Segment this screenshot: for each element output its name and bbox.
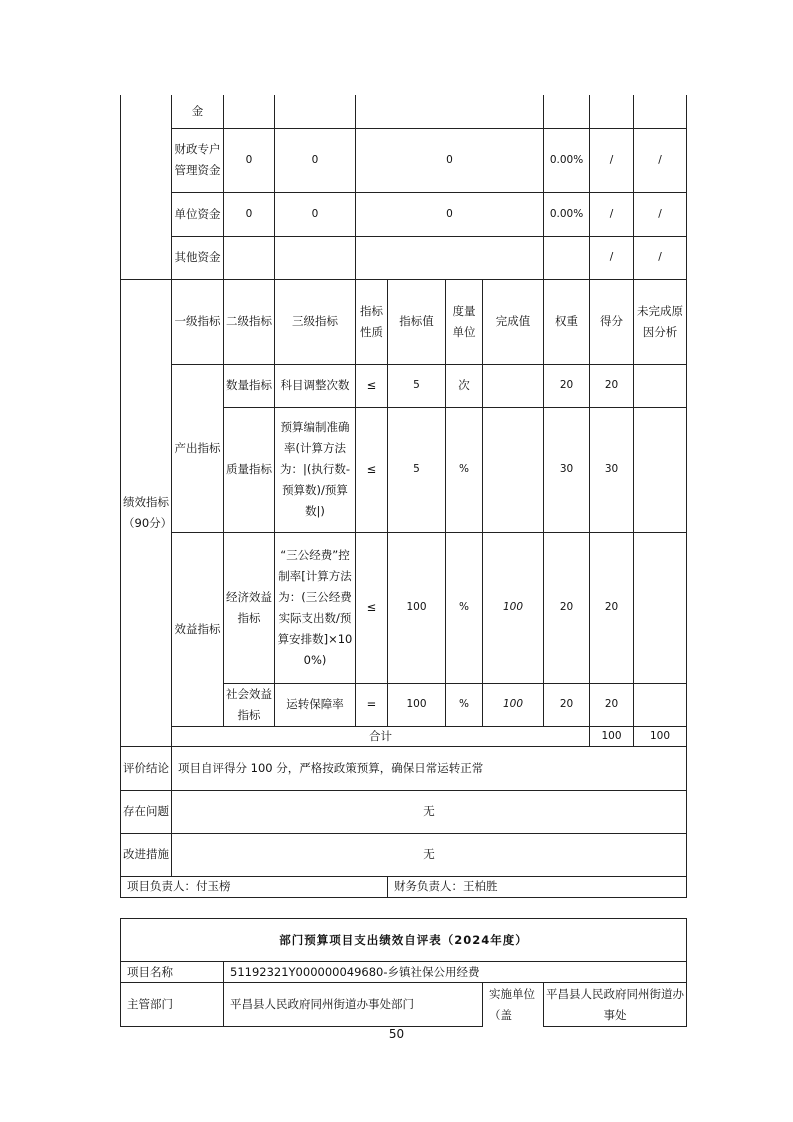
weight: 20: [544, 532, 590, 683]
level3-label: 运转保障率: [275, 683, 356, 726]
weight: 30: [544, 407, 590, 532]
indicator-section-label: 绩效指标（90分）: [121, 279, 172, 746]
performance-table: [120, 95, 687, 898]
completed-value: 100: [483, 683, 544, 726]
weight: 20: [544, 683, 590, 726]
unit: %: [446, 683, 483, 726]
fund-value: [275, 236, 356, 279]
table-title: 部门预算项目支出绩效自评表（2024年度）: [121, 919, 687, 962]
fund-row: [121, 192, 687, 236]
nature: ≤: [356, 532, 388, 683]
fund-name: 其他资金: [172, 236, 224, 279]
header-score: 得分: [590, 279, 634, 364]
dept-label: 主管部门: [121, 983, 224, 1027]
completed-value: [483, 407, 544, 532]
fund-value: [544, 236, 590, 279]
fund-value: [590, 95, 634, 128]
header-level1: 一级指标: [172, 279, 224, 364]
conclusion-row: [121, 746, 687, 790]
weight: 20: [544, 364, 590, 407]
fund-row: [121, 128, 687, 192]
fund-row: [121, 95, 687, 128]
fund-row: [121, 236, 687, 279]
completed-value: 100: [483, 532, 544, 683]
total-score: 100: [634, 726, 687, 746]
fund-value: [275, 95, 356, 128]
header-value: 指标值: [388, 279, 446, 364]
fund-value: [224, 236, 275, 279]
fund-value: 0: [275, 128, 356, 192]
self-evaluation-table: [120, 918, 687, 1027]
fund-value: [224, 95, 275, 128]
fund-value: 0: [275, 192, 356, 236]
level2-label: 数量指标: [224, 364, 275, 407]
fund-value: 0.00%: [544, 192, 590, 236]
project-name-label: 项目名称: [121, 962, 224, 983]
score: 20: [590, 364, 634, 407]
fund-value: /: [634, 192, 687, 236]
score: 20: [590, 683, 634, 726]
fund-name: 财政专户管理资金: [172, 128, 224, 192]
conclusion-label: 评价结论: [121, 746, 172, 790]
target-value: 5: [388, 407, 446, 532]
finance-lead: 财务负责人：王柏胜: [388, 876, 687, 897]
target-value: 5: [388, 364, 446, 407]
level3-label: 科目调整次数: [275, 364, 356, 407]
reason: [634, 683, 687, 726]
level3-label: 预算编制准确率(计算方法为：|(执行数-预算数)/预算数|): [275, 407, 356, 532]
completed-value: [483, 364, 544, 407]
unit: 次: [446, 364, 483, 407]
project-name-value: 51192321Y000000049680-乡镇社保公用经费: [224, 962, 687, 983]
fund-value: /: [634, 236, 687, 279]
fund-value: 0.00%: [544, 128, 590, 192]
score: 20: [590, 532, 634, 683]
reason: [634, 407, 687, 532]
fund-value: [634, 95, 687, 128]
reason: [634, 364, 687, 407]
dept-value: 平昌县人民政府同州街道办事处部门: [224, 983, 483, 1027]
fund-name: 单位资金: [172, 192, 224, 236]
header-completed: 完成值: [483, 279, 544, 364]
header-weight: 权重: [544, 279, 590, 364]
indicator-row: [121, 364, 687, 407]
reason: [634, 532, 687, 683]
impl-value: 平昌县人民政府同州街道办事处: [544, 983, 687, 1027]
department-row: [121, 983, 687, 1027]
level2-label: 质量指标: [224, 407, 275, 532]
impl-label: 实施单位（盖: [483, 983, 544, 1027]
level2-label: 社会效益指标: [224, 683, 275, 726]
fund-value: [356, 236, 544, 279]
nature: ≤: [356, 407, 388, 532]
unit: %: [446, 407, 483, 532]
level1-label: 效益指标: [172, 532, 224, 726]
level2-label: 经济效益指标: [224, 532, 275, 683]
problems-text: 无: [172, 790, 687, 833]
target-value: 100: [388, 532, 446, 683]
project-lead: 项目负责人：付玉榜: [121, 876, 388, 897]
fund-value: [356, 95, 544, 128]
fund-value: 0: [224, 192, 275, 236]
nature: =: [356, 683, 388, 726]
fund-value: 0: [356, 192, 544, 236]
fund-value: /: [590, 236, 634, 279]
fund-value: 0: [224, 128, 275, 192]
fund-value: /: [634, 128, 687, 192]
unit: %: [446, 532, 483, 683]
fund-value: /: [590, 192, 634, 236]
fund-value: 0: [356, 128, 544, 192]
target-value: 100: [388, 683, 446, 726]
problems-row: [121, 790, 687, 833]
conclusion-text: 项目自评得分 100 分，严格按政策预算，确保日常运转正常: [172, 746, 687, 790]
score: 30: [590, 407, 634, 532]
header-level2: 二级指标: [224, 279, 275, 364]
header-level3: 三级指标: [275, 279, 356, 364]
indicator-header-row: [121, 279, 687, 364]
header-nature: 指标性质: [356, 279, 388, 364]
fund-name: 金: [172, 95, 224, 128]
improvements-text: 无: [172, 833, 687, 876]
level1-label: 产出指标: [172, 364, 224, 532]
total-label: 合计: [172, 726, 590, 746]
total-row: [121, 726, 687, 746]
fund-value: /: [590, 128, 634, 192]
page-number: 50: [388, 1027, 405, 1041]
fund-section-cell: [121, 95, 172, 279]
level3-label: “三公经费”控制率[计算方法为：(三公经费实际支出数/预算安排数]×100%): [275, 532, 356, 683]
improvements-row: [121, 833, 687, 876]
improvements-label: 改进措施: [121, 833, 172, 876]
problems-label: 存在问题: [121, 790, 172, 833]
title-row: [121, 919, 687, 962]
total-weight: 100: [590, 726, 634, 746]
nature: ≤: [356, 364, 388, 407]
indicator-row: [121, 532, 687, 683]
signature-row: [121, 876, 687, 897]
header-reason: 未完成原因分析: [634, 279, 687, 364]
header-unit: 度量单位: [446, 279, 483, 364]
project-name-row: [121, 962, 687, 983]
fund-value: [544, 95, 590, 128]
